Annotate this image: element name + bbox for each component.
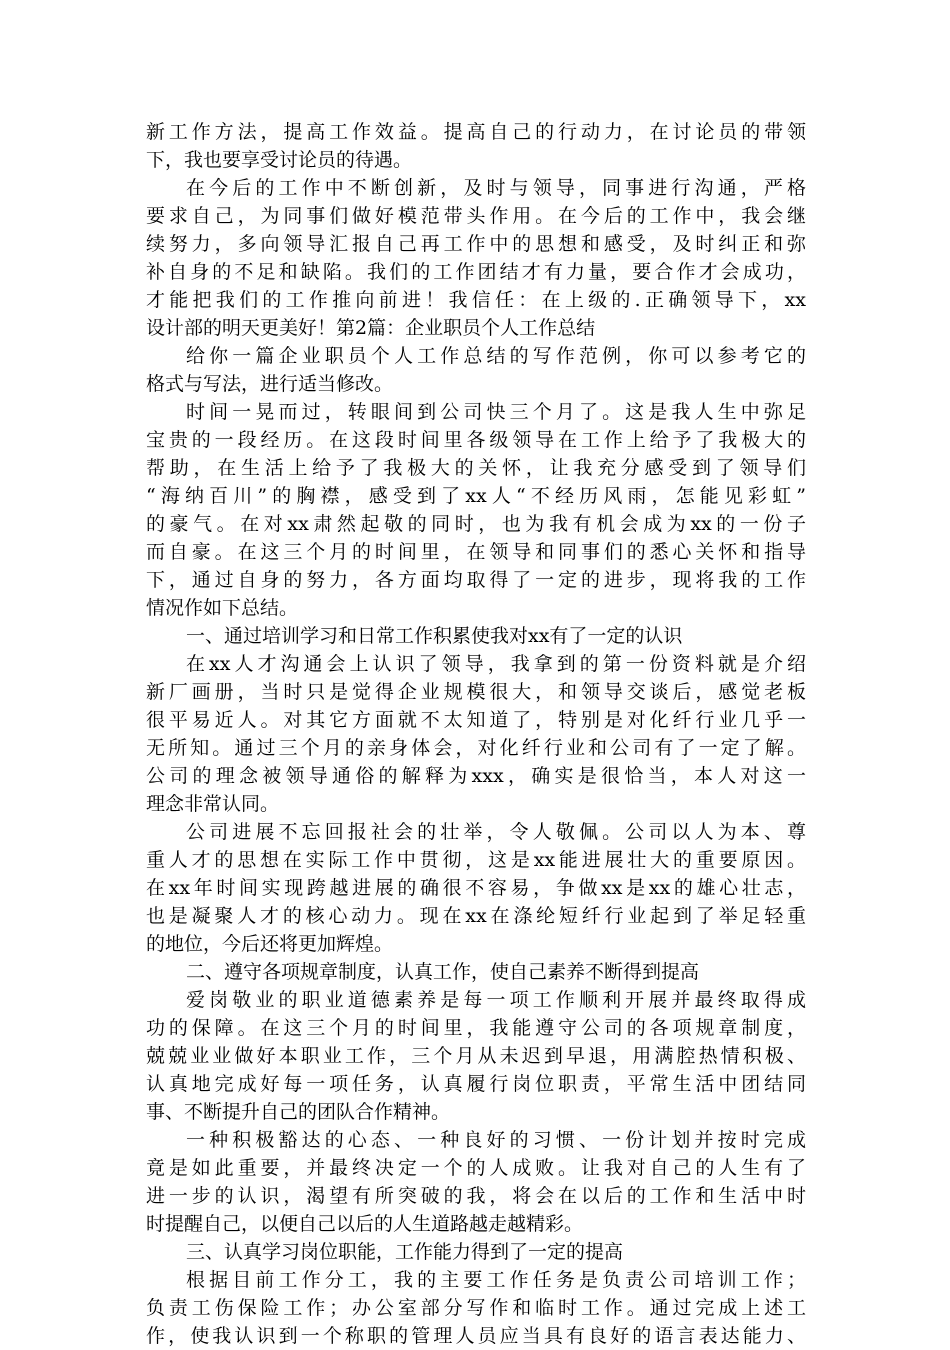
text-line: 兢兢业业做好本职业工作，三个月从未迟到早退，用满腔热情积极、	[146, 1045, 806, 1067]
text-line: 作，使我认识到一个称职的管理人员应当具有良好的语言表达能力、	[146, 1325, 806, 1347]
text-line: 新工作方法，提高工作效益。提高自己的行动力，在讨论员的带领	[146, 121, 806, 143]
text-line: 事、不断提升自己的团队合作精神。	[146, 1101, 451, 1123]
text-line: 竟是如此重要，并最终决定一个的人成败。让我对自己的人生有了	[146, 1157, 806, 1179]
document-page	[146, 118, 806, 1350]
text-line: 二、遵守各项规章制度，认真工作，使自己素养不断得到提高	[186, 961, 700, 983]
text-line: 也是凝聚人才的核心动力。现在xx在涤纶短纤行业起到了举足轻重	[146, 905, 806, 927]
text-line: 无所知。通过三个月的亲身体会，对化纤行业和公司有了一定了解。	[146, 737, 806, 759]
text-line: 重人才的思想在实际工作中贯彻，这是xx能进展壮大的重要原因。	[146, 849, 806, 871]
text-line: 续努力，多向领导汇报自己再工作中的思想和感受，及时纠正和弥	[146, 233, 806, 255]
text-line: 根据目前工作分工，我的主要工作任务是负责公司培训工作；	[186, 1269, 806, 1291]
text-line: “海纳百川”的胸襟，感受到了xx人“不经历风雨，怎能见彩虹”	[146, 485, 806, 507]
text-line: 下，通过自身的努力，各方面均取得了一定的进步，现将我的工作	[146, 569, 806, 591]
text-line: 一、通过培训学习和日常工作积累使我对xx有了一定的认识	[186, 625, 683, 647]
text-line: 一种积极豁达的心态、一种良好的习惯、一份计划并按时完成	[186, 1129, 806, 1151]
text-line: 格式与写法，进行适当修改。	[146, 373, 394, 395]
text-line: 公司进展不忘回报社会的壮举，令人敬佩。公司以人为本、尊	[186, 821, 806, 843]
text-line: 时提醒自己，以便自己以后的人生道路越走越精彩。	[146, 1213, 584, 1235]
text-line: 进一步的认识，渴望有所突破的我，将会在以后的工作和生活中时	[146, 1185, 806, 1207]
text-line: 在xx人才沟通会上认识了领导，我拿到的第一份资料就是介绍	[186, 653, 806, 675]
text-line: 的地位，今后还将更加辉煌。	[146, 933, 394, 955]
text-line: 在今后的工作中不断创新，及时与领导，同事进行沟通，严格	[186, 177, 806, 199]
text-line: 爱岗敬业的职业道德素养是每一项工作顺利开展并最终取得成	[186, 989, 806, 1011]
text-line: 下，我也要享受讨论员的待遇。	[146, 149, 413, 171]
text-line: 补自身的不足和缺陷。我们的工作团结才有力量，要合作才会成功，	[146, 261, 806, 283]
text-line: 设计部的明天更美好！第2篇：企业职员个人工作总结	[146, 317, 596, 339]
text-line: 要求自己，为同事们做好模范带头作用。在今后的工作中，我会继	[146, 205, 806, 227]
text-line: 公司的理念被领导通俗的解释为xxx，确实是很恰当，本人对这一	[146, 765, 806, 787]
text-line: 很平易近人。对其它方面就不太知道了，特别是对化纤行业几乎一	[146, 709, 806, 731]
text-line: 而自豪。在这三个月的时间里，在领导和同事们的悉心关怀和指导	[146, 541, 806, 563]
text-line: 在xx年时间实现跨越进展的确很不容易，争做xx是xx的雄心壮志，	[146, 877, 806, 899]
text-line: 宝贵的一段经历。在这段时间里各级领导在工作上给予了我极大的	[146, 429, 806, 451]
text-line: 功的保障。在这三个月的时间里，我能遵守公司的各项规章制度，	[146, 1017, 806, 1039]
text-line: 时间一晃而过，转眼间到公司快三个月了。这是我人生中弥足	[186, 401, 806, 423]
text-line: 的豪气。在对xx肃然起敬的同时，也为我有机会成为xx的一份子	[146, 513, 806, 535]
text-line: 理念非常认同。	[146, 793, 280, 815]
text-line: 新厂画册，当时只是觉得企业规模很大，和领导交谈后，感觉老板	[146, 681, 806, 703]
text-line: 三、认真学习岗位职能，工作能力得到了一定的提高	[186, 1241, 624, 1263]
text-line: 才能把我们的工作推向前进！我信任：在上级的.正确领导下，xx	[146, 289, 806, 311]
text-line: 给你一篇企业职员个人工作总结的写作范例，你可以参考它的	[186, 345, 806, 367]
text-line: 帮助，在生活上给予了我极大的关怀，让我充分感受到了领导们	[146, 457, 806, 479]
text-line: 负责工伤保险工作；办公室部分写作和临时工作。通过完成上述工	[146, 1297, 806, 1319]
text-line: 认真地完成好每一项任务，认真履行岗位职责，平常生活中团结同	[146, 1073, 806, 1095]
text-line: 情况作如下总结。	[146, 597, 299, 619]
